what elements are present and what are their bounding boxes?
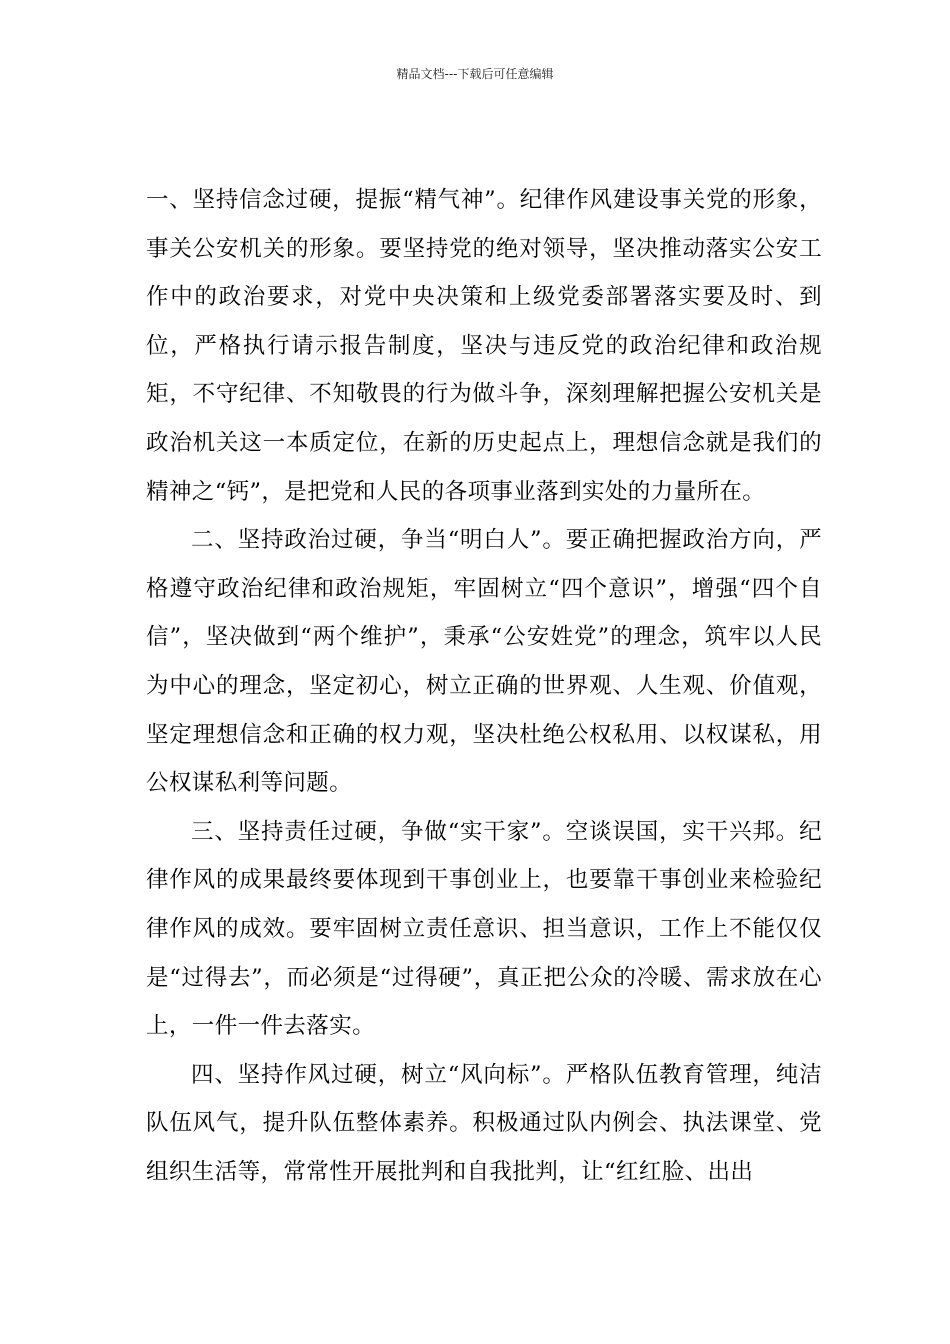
paragraph-4: 四、坚持作风过硬，树立“风向标”。严格队伍教育管理，纯洁队伍风气，提升队伍整体素养。积极通过队内例会、执法课堂、党组织生活等，常常性开展批判和自我批判，让“红红脸、出出 — [146, 1061, 822, 1185]
page-header: 精品文档---下载后可任意编辑 — [396, 67, 554, 81]
paragraph-1: 一、坚持信念过硬，提振“精气神”。纪律作风建设事关党的形象，事关公安机关的形象。要坚持党的绝对领导，坚决推动落实公安工作中的政治要求，对党中央决策和上级党委部署落实要及时、到位，严格执行请示报告制度，坚决与违反党的政治纪律和政治规矩，不守纪律、不知敬畏的行为做斗争，深刻理解把握公安机关是政治机关这一本质定位，在新的历史起点上，理想信念就是我们的精神之“钙”，是把党和人民的各项事业落到实处的力量所在。 — [146, 187, 822, 505]
paragraph-2: 二、坚持政治过硬，争当“明白人”。要正确把握政治方向，严格遵守政治纪律和政治规矩，牢固树立“四个意识”，增强“四个自信”，坚决做到“两个维护”，秉承“公安姓党”的理念，筑牢以人民为中心的理念，坚定初心，树立正确的世界观、人生观、价值观，坚定理想信念和正确的权力观，坚决杜绝公权私用、以权谋私，用公权谋私利等问题。 — [146, 527, 822, 797]
document-body — [146, 176, 822, 1196]
paragraph-3: 三、坚持责任过硬，争做“实干家”。空谈误国，实干兴邦。纪律作风的成果最终要体现到干事创业上，也要靠干事创业来检验纪律作风的成效。要牢固树立责任意识、担当意识，工作上不能仅仅是“过得去”，而必须是“过得硬”，真正把公众的冷暖、需求放在心上，一件一件去落实。 — [146, 818, 822, 1040]
